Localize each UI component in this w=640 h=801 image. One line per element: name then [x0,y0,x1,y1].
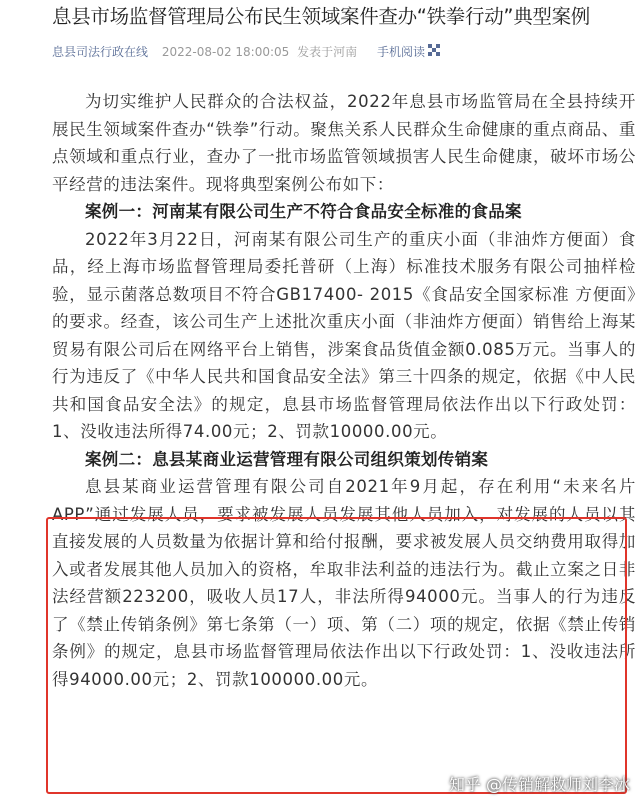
article-title: 息县市场监督管理局公布民生领域案件查办“铁拳行动”典型案例 [52,5,591,28]
publish-location: 发表于河南 [297,45,358,59]
case2-paragraph: 息县某商业运营管理有限公司自2021年9月起，存在利用“未来名片APP”通过发展人员，要求被发展人员发展其他人员加入，对发展的人员以其直接发展的人员数量为依据计算和给付报酬，要求被发展人员交纳费用取得加入或者发展其他人员加入的资格，牟取非法利益的违法行为。截止立案之日非法经营额223200，吸收人员17人，非法所得94000元。当事人的行为违反了《禁止传销条例》第七条第（一）项、第（二）项的规定，依据《禁止传销条例》的规定，息县市场监督管理局依法作出以下行政处罚：1、没收违法所得94000.00元；2、罚款100000.00元。 [52,477,636,689]
publish-time: 2022-08-02 18:00:05 [161,45,290,59]
case1-paragraph: 2022年3月22日，河南某有限公司生产的重庆小面（非油炸方便面）食品，经上海市场监督管理局委托普研（上海）标准技术服务有限公司抽样检验，显示菌落总数项目不符合GB17400- 2015《食品安全国家标准 方便面》的要求。经查，该公司生产上述批次重庆小面（非油炸方便面）销售给上海某贸易有限公司后在网络平台上销售，涉案食品货值金额0.085万元。当事人的行为违反了《中华人民共和国食品安全法》第三十四条的规定，依据《中人民共和国食品安全法》的规定，息县市场监督管理局依法作出以下行政处罚：1、没收违法所得74.00元；2、罚款10000.00元。 [52,229,636,441]
intro-paragraph: 为切实维护人民群众的合法权益，2022年息县市场监管局在全县持续开展民生领域案件查办“铁拳”行动。聚焦关系人民群众生命健康的重点商品、重点领域和重点行业，查办了一批市场监管领域损害人民生命健康，破坏市场公平经营的违法案件。现将典型案例公布如下： [52,92,636,194]
article-meta [52,42,632,62]
case1-heading: 案例一：河南某有限公司生产不符合食品安全标准的食品案 [85,202,522,221]
qr-code-icon[interactable] [428,44,440,56]
article-body [52,88,636,693]
case2-heading: 案例二：息县某商业运营管理有限公司组织策划传销案 [85,449,489,469]
zhihu-watermark: 知乎 @传销解救师刘李冰 [448,775,630,794]
mobile-read-link[interactable]: 手机阅读 [376,45,425,59]
source-link[interactable]: 息县司法行政在线 [52,45,149,59]
